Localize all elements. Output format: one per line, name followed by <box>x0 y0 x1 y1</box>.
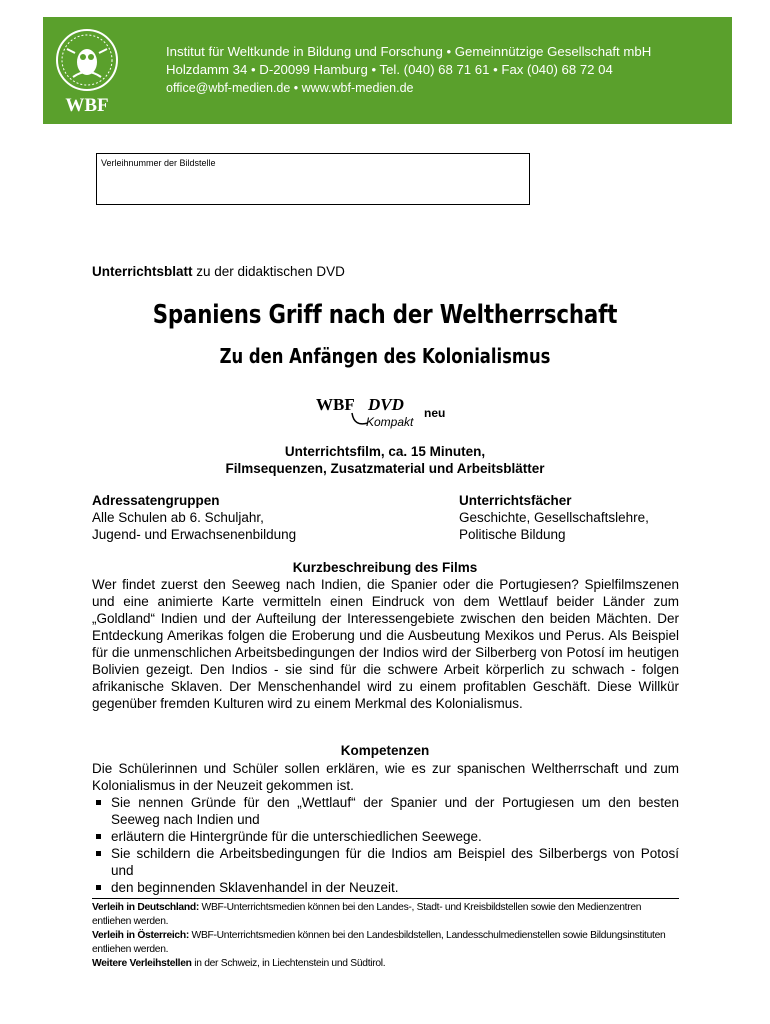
dvd-kompakt-logo <box>312 393 472 433</box>
subjects-heading: Unterrichtsfächer <box>459 493 572 508</box>
contact-line: office@wbf-medien.de • www.wbf-medien.de <box>166 81 414 95</box>
worksheet-rest: zu der didaktischen DVD <box>192 264 345 279</box>
dvd-logo-kompakt: Kompakt <box>366 415 414 429</box>
film-info <box>0 443 770 477</box>
publisher-header <box>43 17 732 124</box>
dvd-logo-dvd: DVD <box>368 395 404 414</box>
dvd-logo-wbf: WBF <box>316 395 355 414</box>
subjects-line: Geschichte, Gesellschaftslehre, <box>459 510 649 525</box>
lending-number-label: Verleihnummer der Bildstelle <box>101 158 216 168</box>
target-groups-line: Jugend- und Erwachsenenbildung <box>92 527 297 542</box>
footer-text: in der Schweiz, in Liechtenstein und Südtirol. <box>191 958 386 969</box>
footer-austria <box>92 929 679 957</box>
institute-name: Institut für Weltkunde in Bildung und Forschung • Gemeinnützige Gesellschaft mbH <box>166 44 652 59</box>
wbf-logo <box>53 27 121 117</box>
footer-divider <box>92 898 679 899</box>
film-info-line: Unterrichtsfilm, ca. 15 Minuten, <box>284 444 486 459</box>
summary-heading: Kurzbeschreibung des Films <box>292 560 478 575</box>
target-groups <box>92 492 296 543</box>
list-item: Sie schildern die Arbeitsbedingungen für die Indios am Beispiel des Silberbergs von Potosí und <box>92 845 679 879</box>
lending-number-box <box>96 153 530 205</box>
list-item: erläutern die Hintergründe für die unterschiedlichen Seewege. <box>92 828 679 845</box>
competences-list <box>92 794 679 896</box>
worksheet-bold: Unterrichtsblatt <box>92 264 193 279</box>
page-title: Spaniens Griff nach der Weltherrschaft <box>152 300 618 330</box>
summary-text: Wer findet zuerst den Seeweg nach Indien, die Spanier oder die Portugiesen? Spielfilmszenen und eine animierte Karte vermitteln einen Eindruck von dem Wettlauf beider Länder zum „Goldland“ Indien und der Aufteilung der Interessengebiete zwischen den beiden Mächten. Der Entdeckung Amerikas folgen die Eroberung und die Ausbeutung Mexikos und Perus. Als Beispiel für die unmenschlichen Arbeitsbedingungen der Indios wird der Silberberg von Potosí im heutigen Bolivien gezeigt. Den Indios - sie sind für die schwere Arbeit körperlich zu schwach - folgen afrikanische Sklaven. Der Menschenhandel wird zu einem profitablen Geschäft. Diese Willkür gegenüber fremden Kulturen wird zu einem Merkmal des Kolonialismus. <box>92 577 679 711</box>
list-item: den beginnenden Sklavenhandel in der Neuzeit. <box>92 879 679 896</box>
worksheet-line <box>92 264 345 279</box>
footer-label: Weitere Verleihstellen <box>92 958 192 969</box>
dvd-logo-neu: neu <box>424 406 446 420</box>
competences-intro: Die Schülerinnen und Schüler sollen erklären, wie es zur spanischen Weltherrschaft und zum Kolonialismus in der Neuzeit gekommen ist. <box>92 761 679 793</box>
target-groups-heading: Adressatengruppen <box>92 493 220 508</box>
footer-label: Verleih in Deutschland: <box>92 902 199 913</box>
footer-other <box>92 957 679 971</box>
competences-heading: Kompetenzen <box>340 743 430 758</box>
film-info-line: Filmsequenzen, Zusatzmaterial und Arbeitsblätter <box>225 461 545 476</box>
owl-emblem-icon <box>53 27 121 97</box>
target-groups-line: Alle Schulen ab 6. Schuljahr, <box>92 510 264 525</box>
footer-text: WBF-Unterrichtsmedien können bei den Landesbildstellen, Landesschulmedienstellen sowie Bildungsinstituten entliehen werden. <box>92 930 666 955</box>
subjects-line: Politische Bildung <box>459 527 566 542</box>
footer-text: WBF-Unterrichtsmedien können bei den Landes-, Stadt- und Kreisbildstellen sowie den Medienzentren entliehen werden. <box>92 902 642 927</box>
footer-germany <box>92 901 679 929</box>
logo-text: WBF <box>65 95 109 116</box>
subjects <box>459 492 649 543</box>
footer-notes <box>92 901 679 971</box>
footer-label: Verleih in Österreich: <box>92 930 189 941</box>
page-subtitle: Zu den Anfängen des Kolonialismus <box>219 344 551 368</box>
address-line: Holzdamm 34 • D-20099 Hamburg • Tel. (040) 68 71 61 • Fax (040) 68 72 04 <box>166 62 613 77</box>
list-item: Sie nennen Gründe für den „Wettlauf“ der Spanier und der Portugiesen um den besten Seeweg nach Indien und <box>92 794 679 828</box>
